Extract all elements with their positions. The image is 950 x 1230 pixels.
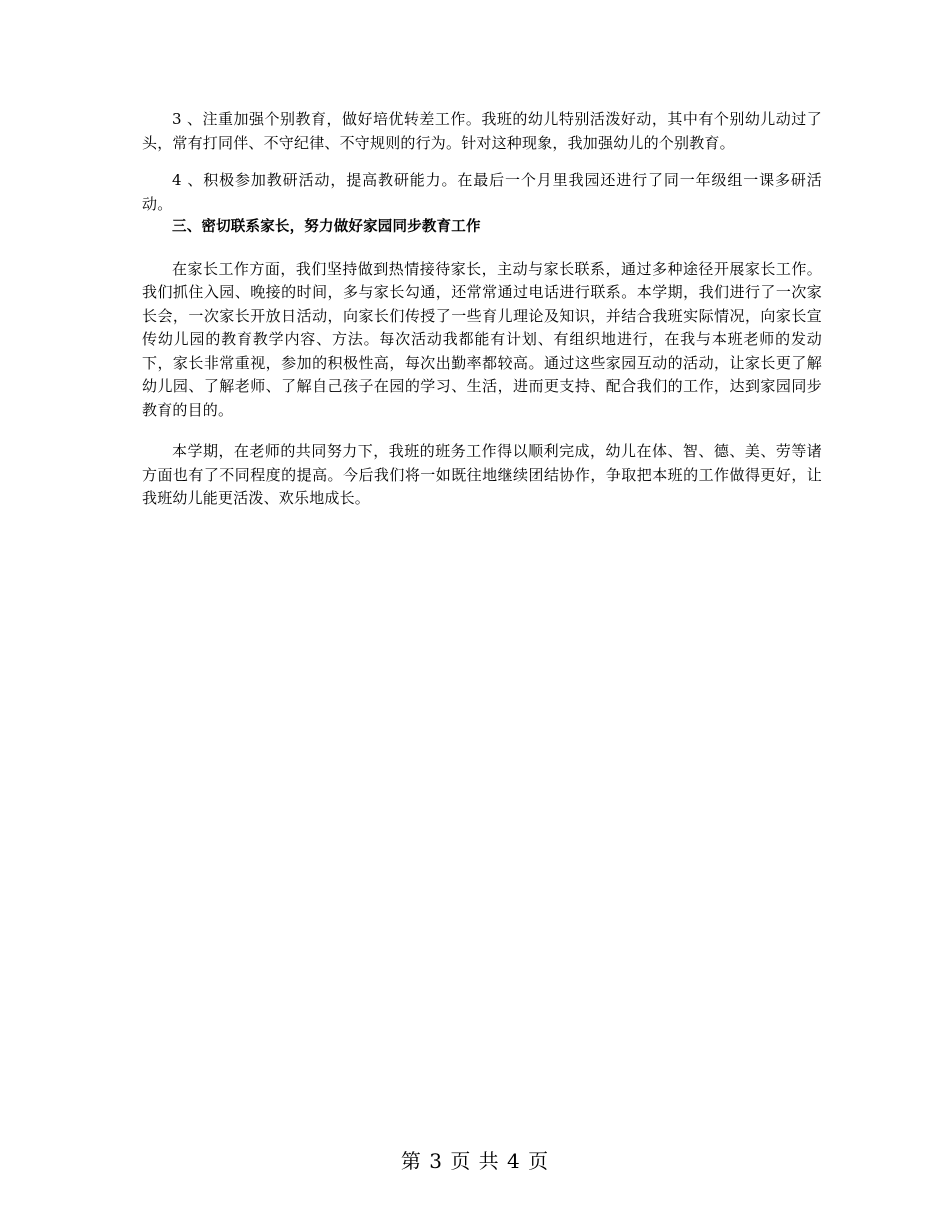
paragraph-item-4: 4 、积极参加教研活动，提高教研能力。在最后一个月里我园还进行了同一年级组一课多研活动。 (142, 171, 822, 213)
document-body (142, 108, 822, 511)
semester-summary-paragraph: 本学期，在老师的共同努力下，我班的班务工作得以顺利完成，幼儿在体、智、德、美、劳等诸方面也有了不同程度的提高。今后我们将一如既往地继续团结协作，争取把本班的工作做得更好，让我班幼儿能更活泼、欢乐地成长。 (142, 442, 822, 507)
paragraph-item-3: 3 、注重加强个别教育，做好培优转差工作。我班的幼儿特别活泼好动，其中有个别幼儿动过了头，常有打同伴、不守纪律、不守规则的行为。针对这种现象，我加强幼儿的个别教育。 (142, 110, 822, 152)
section-heading: 三、密切联系家长，努力做好家园同步教育工作 (172, 219, 481, 235)
page-number-footer: 第 3 页 共 4 页 (400, 1149, 550, 1173)
parent-work-paragraph: 在家长工作方面，我们坚持做到热情接待家长，主动与家长联系，通过多种途径开展家长工作。我们抓住入园、晚接的时间，多与家长勾通，还常常通过电话进行联系。本学期，我们进行了一次家长会，一次家长开放日活动，向家长们传授了一些育儿理论及知识，并结合我班实际情况，向家长宣传幼儿园的教育教学内容、方法。每次活动我都能有计划、有组织地进行，在我与本班老师的发动下，家长非常重视，参加的积极性高，每次出勤率都较高。通过这些家园互动的活动，让家长更了解幼儿园、了解老师、了解自己孩子在园的学习、生活，进而更支持、配合我们的工作，达到家园同步教育的目的。 (142, 259, 822, 419)
